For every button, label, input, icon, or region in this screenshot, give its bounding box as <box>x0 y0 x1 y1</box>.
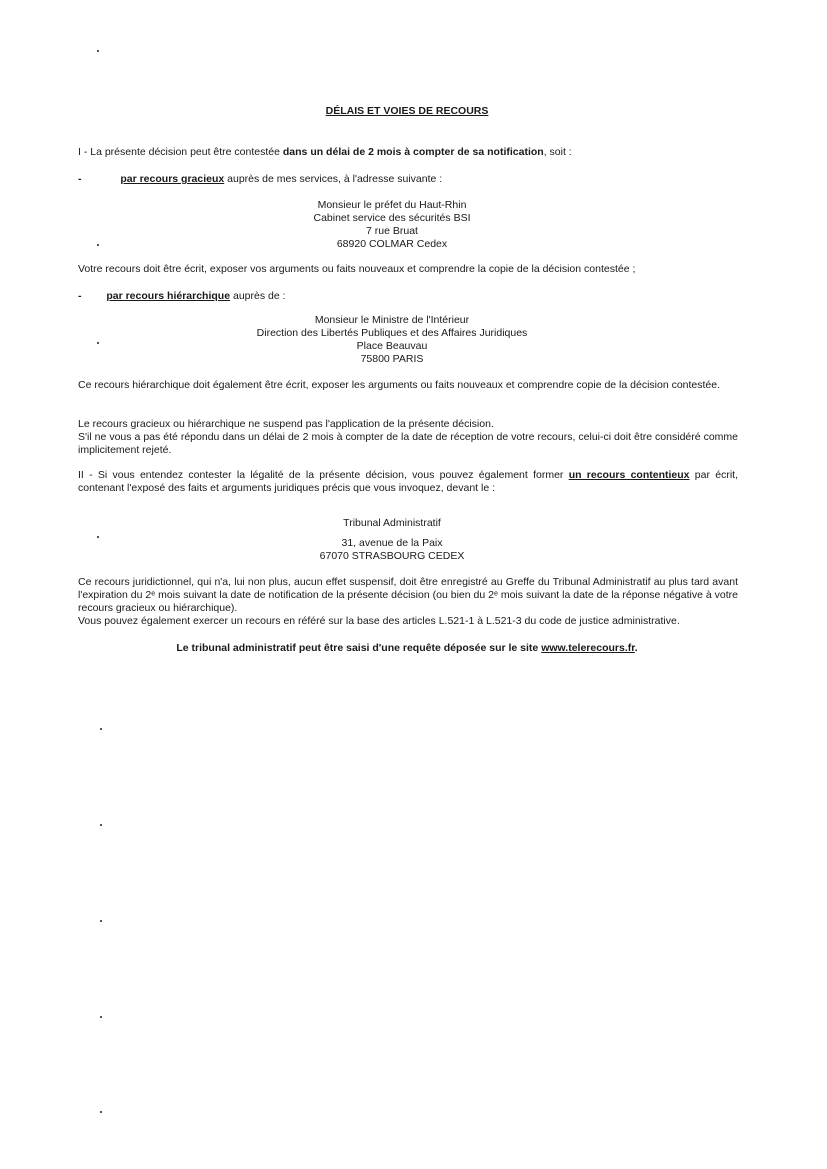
suspension-line: S'il ne vous a pas été répondu dans un délai de 2 mois à compter de la date de réception de votre recours, celui-ci doit être considéré comme implicitement rejeté. <box>78 431 738 456</box>
telerecours-paragraph <box>0 642 814 655</box>
margin-dot <box>100 728 102 730</box>
tribunal-address <box>200 537 584 563</box>
tribunal-name: Tribunal Administratif <box>343 517 441 529</box>
gracieux-text: auprès de mes services, à l'adresse suivante : <box>224 173 443 185</box>
hierarchique-text: auprès de : <box>230 290 286 302</box>
address-line: Monsieur le Ministre de l'Intérieur <box>314 314 470 326</box>
hierarchique-address <box>190 314 594 366</box>
address-line: 75800 PARIS <box>360 353 424 365</box>
address-line: 68920 COLMAR Cedex <box>336 238 448 250</box>
address-line: 67070 STRASBOURG CEDEX <box>319 550 465 562</box>
address-line: 7 rue Bruat <box>366 225 418 237</box>
telerecours-suffix: . <box>634 642 638 654</box>
juridictionnel-line: Vous pouvez également exercer un recours en référé sur la base des articles L.521-1 à L.521-3 du code de justice administrative. <box>78 615 680 627</box>
margin-dot <box>100 920 102 922</box>
address-line: Monsieur le préfet du Haut-Rhin <box>317 199 467 211</box>
contentieux-suffix: par écrit, contenant l'exposé des faits et arguments juridiques précis que vous invoquez, devant le : <box>78 469 738 494</box>
telerecours-link[interactable]: www.telerecours.fr <box>541 642 635 654</box>
margin-dot <box>97 50 99 52</box>
bullet-mark: - <box>78 290 82 302</box>
intro-suffix: , soit : <box>543 146 572 158</box>
gracieux-label: par recours gracieux <box>120 173 225 185</box>
suspension-paragraph <box>78 418 738 457</box>
hierarchique-note: Ce recours hiérarchique doit également être écrit, exposer les arguments ou faits nouveaux et comprendre copie de la décision contestée. <box>78 379 721 391</box>
gracieux-bullet-line <box>78 173 738 186</box>
suspension-line: Le recours gracieux ou hiérarchique ne suspend pas l'application de la présente décision. <box>78 418 494 430</box>
intro-prefix: I - La présente décision peut être contestée <box>78 146 283 158</box>
address-line: 31, avenue de la Paix <box>341 537 443 549</box>
hierarchique-bullet-line <box>78 290 738 303</box>
margin-dot <box>97 536 99 538</box>
contentieux-label: un recours contentieux <box>568 469 690 481</box>
margin-dot <box>100 1016 102 1018</box>
address-line: Direction des Libertés Publiques et des Affaires Juridiques <box>256 327 528 339</box>
bullet-mark: - <box>78 173 82 185</box>
intro-paragraph <box>78 146 738 159</box>
juridictionnel-line: Ce recours juridictionnel, qui n'a, lui non plus, aucun effet suspensif, doit être enregistré au Greffe du Tribunal Administratif au plus tard avant l'expiration du 2ᵉ mois suivant la date de notification de la présente décision (ou bien du 2ᵉ mois suivant la date de la réponse négative à votre recours gracieux ou hiérarchique). <box>78 576 738 614</box>
contentieux-paragraph <box>78 469 738 495</box>
margin-dot <box>100 1111 102 1113</box>
telerecours-prefix: Le tribunal administratif peut être saisi d'une requête déposée sur le site <box>176 642 542 654</box>
gracieux-address <box>200 199 584 251</box>
hierarchique-label: par recours hiérarchique <box>106 290 231 302</box>
intro-deadline: dans un délai de 2 mois à compter de sa notification <box>282 146 544 158</box>
contentieux-prefix: II - Si vous entendez contester la légalité de la présente décision, vous pouvez également former <box>78 469 569 481</box>
juridictionnel-paragraph <box>78 576 738 628</box>
address-line: Cabinet service des sécurités BSI <box>313 212 471 224</box>
address-line: Place Beauvau <box>356 340 428 352</box>
page-title: DÉLAIS ET VOIES DE RECOURS <box>325 105 489 117</box>
margin-dot <box>100 824 102 826</box>
gracieux-note: Votre recours doit être écrit, exposer vos arguments ou faits nouveaux et comprendre la copie de la décision contestée ; <box>78 263 636 275</box>
margin-dot <box>97 342 99 344</box>
margin-dot <box>97 244 99 246</box>
